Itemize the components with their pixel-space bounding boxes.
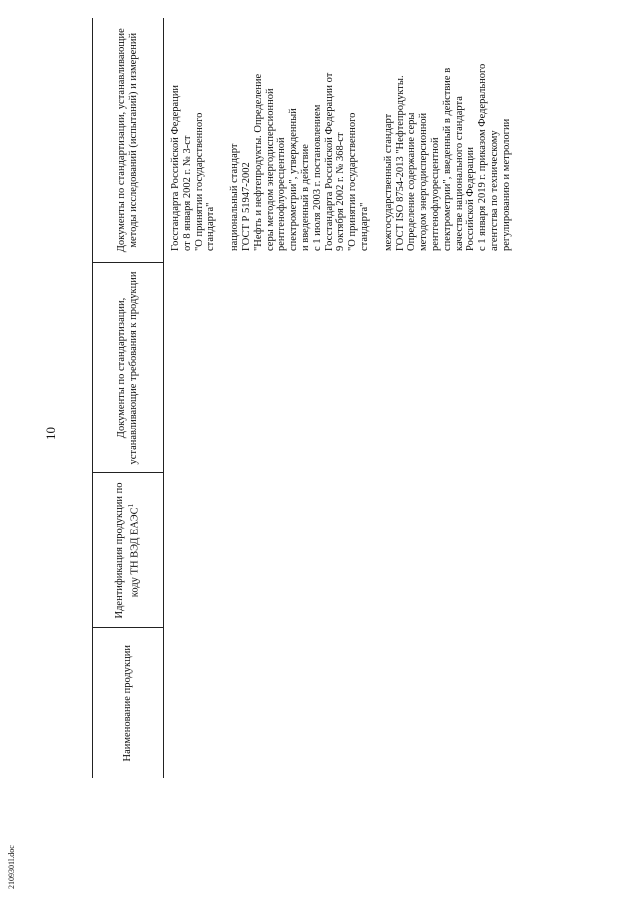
text-line: межгосударственный стандарт (382, 113, 394, 251)
text-line: с 1 января 2019 г. приказом Федерального (477, 63, 489, 251)
rotated-table-region (92, 18, 552, 778)
text-line: спектрометрии", введенный в действие в (441, 67, 453, 251)
text-line: рентгенофлуоресцентной (429, 137, 441, 251)
header-product-name: Наименование продукции (93, 628, 164, 778)
text-line: Российской Федерации (465, 147, 477, 251)
method-doc-block-2 (229, 24, 371, 251)
page-number: 10 (43, 427, 58, 440)
text-line: от 8 января 2002 г. № 3-ст (181, 135, 193, 251)
text-line: "О принятии государственного (193, 112, 205, 251)
text-line: "О принятии государственного (347, 112, 359, 251)
text-line: и введенный в действие (299, 144, 311, 251)
text-line: ГОСТ Р 51947-2002 (240, 162, 252, 251)
text-line: регулированию и метрологии (500, 118, 512, 251)
text-line: рентгенофлуоресцентной (276, 137, 288, 251)
text-line: 9 октября 2002 г. № 368-ст (335, 132, 347, 251)
text-line: стандарта" (358, 202, 370, 251)
header-requirement-docs: Документы по стандартизации, устанавливающие требования к продукции (93, 263, 164, 473)
cell-method-docs (164, 18, 531, 263)
text-line: стандарта" (205, 202, 217, 251)
header-footnote-mark: 1 (127, 503, 136, 508)
header-tn-ved-code (93, 473, 164, 628)
footer-filename: 2109301l.doc (7, 845, 16, 889)
text-line: агентства по техническому (488, 130, 500, 251)
text-line: с 1 июля 2003 г. постановлением (311, 104, 323, 251)
text-line: Госстандарта Российской Федерации (170, 84, 181, 251)
header-method-docs: Документы по стандартизации, устанавливающие методы исследований (испытаний) и измерений (93, 18, 164, 263)
method-doc-block-1 (170, 24, 217, 251)
text-line: спектрометрии", утвержденный (288, 108, 300, 251)
text-line: "Нефть и нефтепродукты. Определение (252, 73, 264, 251)
text-line: национальный стандарт (229, 143, 241, 251)
text-line: Определение содержание серы (406, 112, 418, 251)
cell-product-name (164, 628, 531, 778)
text-line: серы методом энергодисперсионной (264, 88, 276, 251)
text-line: Госстандарта Российской Федерации от (323, 72, 335, 251)
cell-requirement-docs (164, 263, 531, 473)
regulation-table (92, 18, 531, 778)
text-line: методом энергодисперсионной (418, 112, 430, 251)
method-doc-block-3 (383, 24, 513, 251)
text-line: качестве национального стандарта (453, 96, 465, 251)
cell-tn-ved-code (164, 473, 531, 628)
header-tn-ved-code-text: Идентификация продукции по коду ТН ВЭД ЕАЭС (114, 482, 141, 619)
text-line: ГОСТ ISO 8754-2013 "Нефтепродукты. (394, 75, 406, 251)
